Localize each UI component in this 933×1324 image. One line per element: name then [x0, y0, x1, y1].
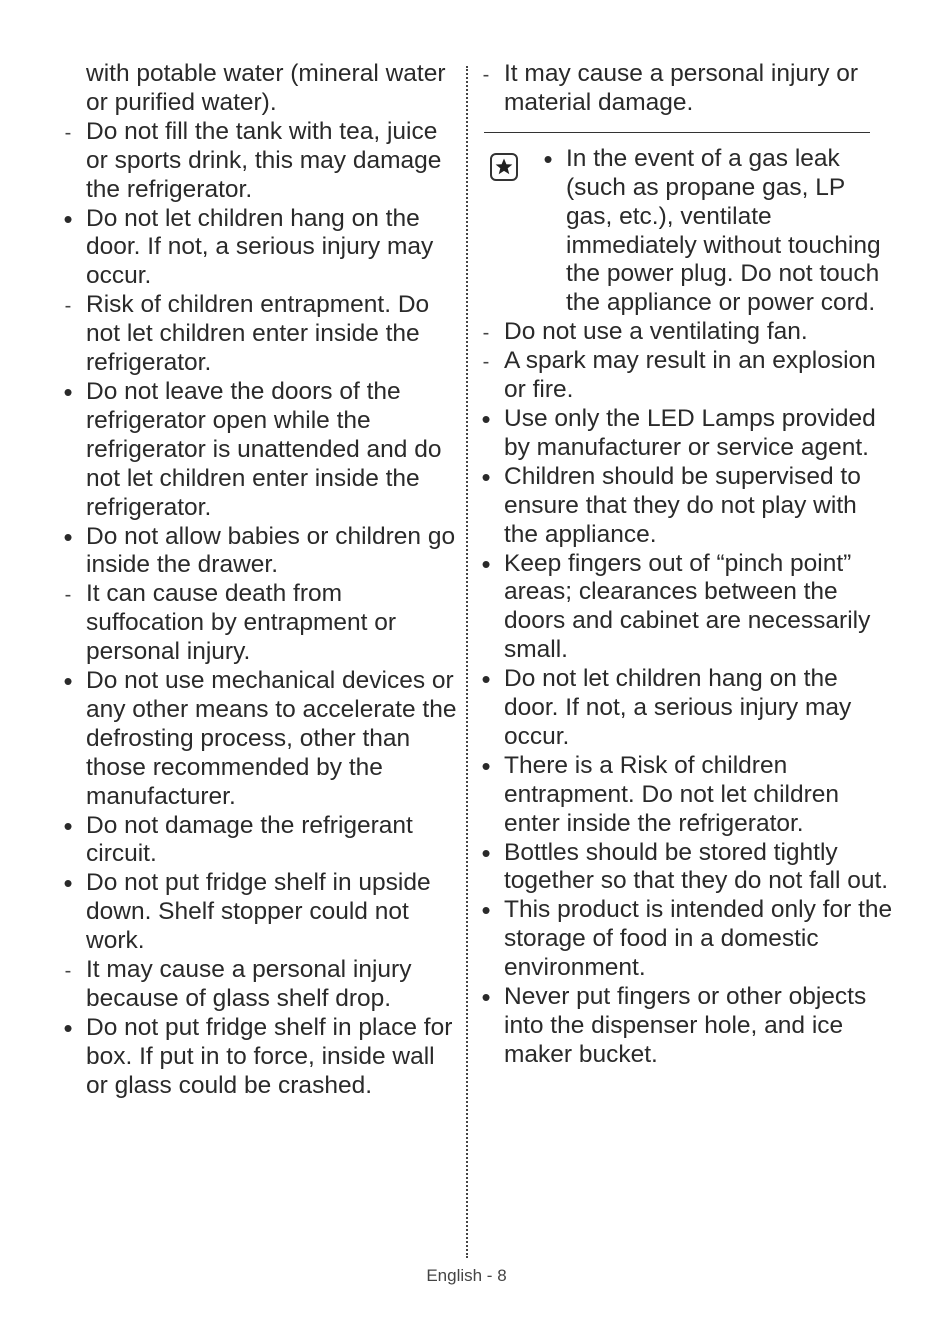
section-rule — [484, 132, 870, 133]
list-item-text: Bottles should be stored tightly together so that they do not fall out. — [504, 838, 889, 895]
list-item-text: Do not let children hang on the door. If not, a serious injury may occur. — [86, 204, 434, 290]
list-item-text: In the event of a gas leak (such as propane gas, LP gas, etc.), ventilate immediately without touching the power plug. Do not touch the appliance or power cord. — [566, 144, 881, 317]
dash-marker — [58, 118, 78, 148]
bullet-marker — [476, 752, 496, 783]
list-item — [476, 318, 896, 347]
list-item-text: There is a Risk of children entrapment. Do not let children enter inside the refrigerator. — [504, 751, 840, 837]
list-item — [58, 956, 460, 1014]
list-item — [476, 983, 896, 1070]
bullet-marker — [58, 205, 78, 236]
list-item — [58, 378, 460, 523]
list-item-text: Keep fingers out of “pinch point” areas; clearances between the doors and cabinet are necessarily small. — [504, 549, 871, 664]
list-item-text: Do not put fridge shelf in upside down. Shelf stopper could not work. — [86, 869, 431, 955]
page-number: English - 8 — [426, 1266, 507, 1285]
dash-marker — [58, 580, 78, 610]
gas-leak-note — [476, 145, 896, 318]
star-icon — [490, 153, 518, 181]
list-item — [476, 665, 896, 752]
list-item-text: It may cause a personal injury because of glass shelf drop. — [86, 956, 412, 1012]
list-item-text: with potable water (mineral water or purified water). — [86, 60, 446, 116]
left-column — [58, 60, 460, 1101]
list-item-text: Risk of children entrapment. Do not let children enter inside the refrigerator. — [86, 291, 430, 377]
dash-marker — [476, 318, 496, 348]
bullet-marker — [476, 550, 496, 581]
list-item-text: Do not let children hang on the door. If not, a serious injury may occur. — [504, 665, 852, 750]
list-item-text: Use only the LED Lamps provided by manufacturer or service agent. — [504, 404, 876, 461]
list-item — [58, 812, 460, 870]
list-item-text: Do not put fridge shelf in place for box. If put in to force, inside wall or glass could be crashed. — [86, 1013, 453, 1099]
list-item-text: Do not leave the doors of the refrigerator open while the refrigerator is unattended and do not let children enter inside the refrigerator. — [86, 377, 442, 521]
list-item — [58, 869, 460, 956]
list-item — [58, 118, 460, 205]
list-item-text: Do not fill the tank with tea, juice or sports drink, this may damage the refrigerator. — [86, 117, 442, 203]
dash-marker — [58, 956, 78, 986]
list-item-text: Do not damage the refrigerant circuit. — [86, 811, 413, 868]
list-item — [58, 205, 460, 292]
list-item — [476, 60, 896, 118]
list-item-text: Never put fingers or other objects into the dispenser hole, and ice maker bucket. — [504, 983, 867, 1068]
list-item — [476, 550, 896, 666]
list-item-text: It can cause death from suffocation by entrapment or personal injury. — [86, 580, 397, 666]
list-item — [476, 752, 896, 839]
bullet-marker — [476, 463, 496, 494]
list-item-text: Do not allow babies or children go inside the drawer. — [86, 522, 456, 579]
bullet-marker — [538, 145, 558, 176]
list-item — [58, 1014, 460, 1101]
bullet-marker — [58, 667, 78, 698]
page-footer — [0, 1266, 933, 1286]
list-item-text: It may cause a personal injury or material damage. — [504, 60, 859, 116]
list-item-text: Do not use a ventilating fan. — [504, 318, 808, 346]
dash-marker — [476, 60, 496, 90]
list-item — [58, 667, 460, 812]
dash-marker — [58, 291, 78, 321]
right-column — [476, 60, 896, 1070]
list-item — [476, 405, 896, 463]
dash-marker — [476, 347, 496, 377]
list-item — [58, 523, 460, 581]
bullet-marker — [476, 405, 496, 436]
list-item-text: Do not use mechanical devices or any other means to accelerate the defrosting process, other than those recommended by the manufacturer. — [86, 667, 457, 810]
list-item-text: A spark may result in an explosion or fire. — [504, 347, 876, 404]
list-item — [58, 291, 460, 378]
bullet-marker — [58, 378, 78, 409]
list-item — [538, 145, 896, 318]
list-item — [58, 580, 460, 667]
bullet-marker — [58, 1014, 78, 1045]
list-item — [476, 839, 896, 897]
list-item-text: Children should be supervised to ensure that they do not play with the appliance. — [504, 462, 861, 548]
bullet-marker — [476, 839, 496, 870]
column-divider — [466, 66, 468, 1258]
bullet-marker — [58, 523, 78, 554]
list-item-text: This product is intended only for the storage of food in a domestic environment. — [504, 896, 893, 982]
list-item — [58, 60, 460, 118]
bullet-marker — [476, 983, 496, 1014]
bullet-marker — [476, 896, 496, 927]
bullet-marker — [58, 812, 78, 843]
list-item — [476, 463, 896, 550]
list-item — [476, 347, 896, 405]
list-item — [476, 896, 896, 983]
bullet-marker — [476, 665, 496, 696]
bullet-marker — [58, 869, 78, 900]
